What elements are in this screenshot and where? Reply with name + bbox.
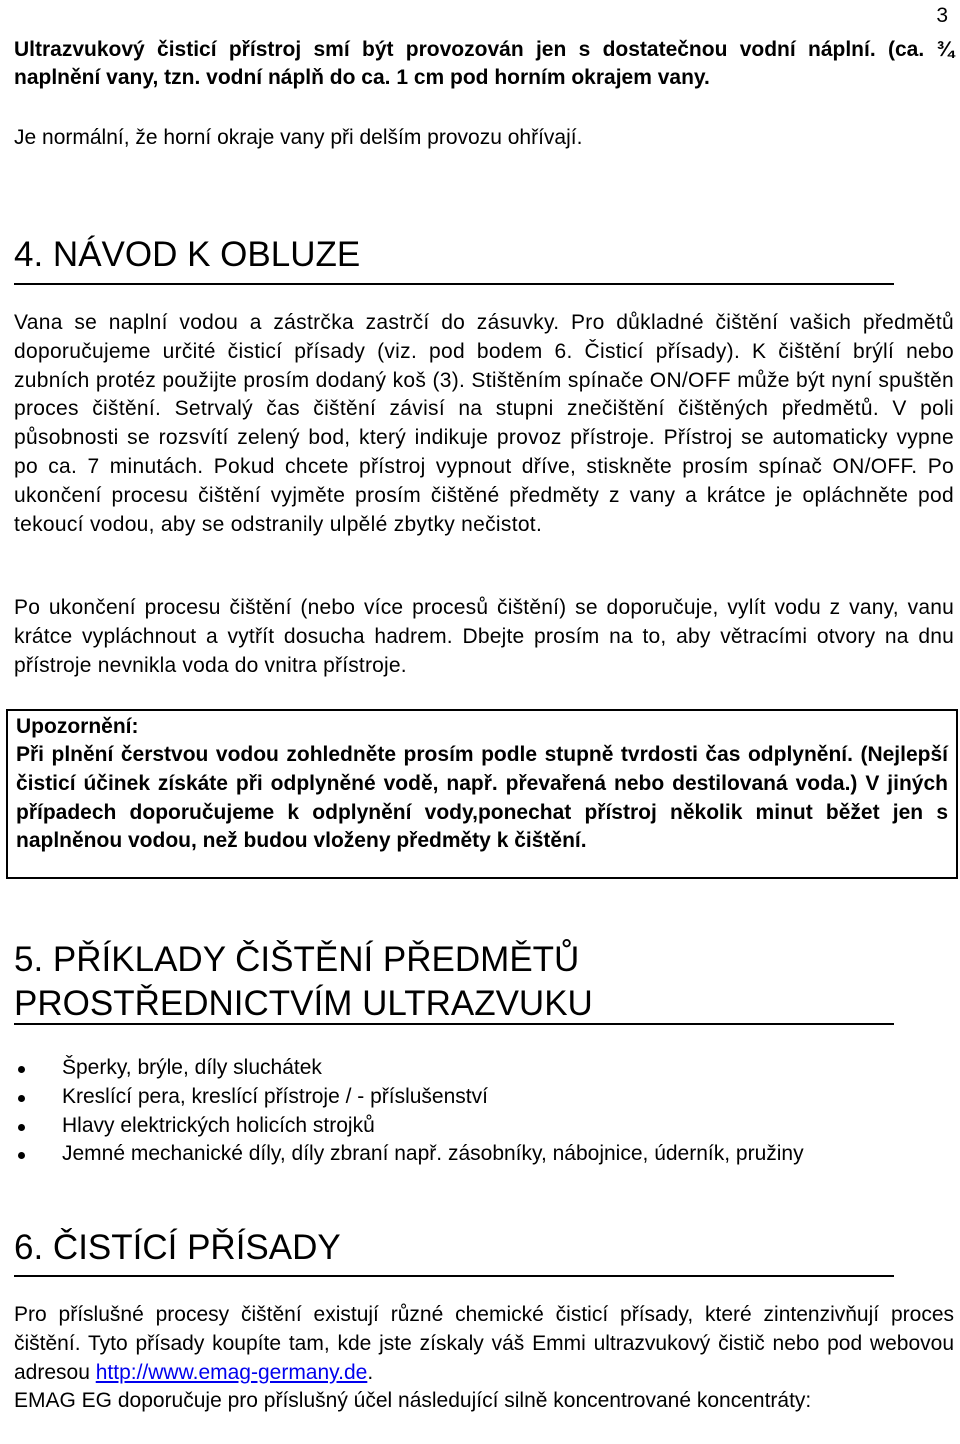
warning-title: Upozornění: bbox=[16, 715, 139, 738]
emag-website-link[interactable]: http://www.emag-germany.de bbox=[95, 1360, 368, 1384]
warning-text: Při plnění čerstvou vodou zohledněte prosím podle stupně tvrdosti čas odplynění. (Nejlepší čisticí účinek získáte při odplyněné vodě, např. převařená nebo destilovaná voda.) V jiných případech doporučujeme k odplynění vody,ponechat přístroj několik minut běžet jen s naplněnou vodou, než budou vloženy předměty k čištění. bbox=[16, 743, 948, 853]
section-6-heading: 6. ČISTÍCÍ PŘÍSADY bbox=[14, 1228, 341, 1267]
section-5-divider bbox=[14, 1023, 894, 1025]
section-6-body bbox=[14, 1301, 954, 1416]
section-6-divider bbox=[14, 1275, 894, 1277]
bullet-icon bbox=[18, 1152, 25, 1159]
cleaning-items-list bbox=[14, 1054, 804, 1169]
section-4-heading: 4. NÁVOD K OBLUZE bbox=[14, 235, 361, 274]
intro-warning-text: Ultrazvukový čisticí přístroj smí být provozován jen s dostatečnou vodní náplní. (ca. ¾ naplnění vany, tzn. vodní náplň do ca. 1 cm pod horním okrajem vany. bbox=[14, 38, 954, 89]
bullet-icon bbox=[18, 1066, 25, 1073]
page-number: 3 bbox=[936, 4, 948, 27]
warning-box bbox=[6, 709, 958, 879]
list-item: Hlavy elektrických holicích strojků bbox=[14, 1112, 804, 1141]
intro-note-text: Je normální, že horní okraje vany při delším provozu ohřívají. bbox=[14, 126, 583, 149]
list-item: Jemné mechanické díly, díly zbraní např. zásobníky, nábojnice, úderník, pružiny bbox=[14, 1140, 804, 1169]
list-item: Kreslící pera, kreslící přístroje / - příslušenství bbox=[14, 1083, 804, 1112]
bullet-icon bbox=[18, 1095, 25, 1102]
section-4-divider bbox=[14, 283, 894, 285]
section-4-paragraph-2: Po ukončení procesu čištění (nebo více procesů čištění) se doporučuje, vylít vodu z vany, vanu krátce vypláchnout a vytřít dosucha hadrem. Dbejte prosím na to, aby větracími otvory na dnu přístroje nevnikla voda do vnitra přístroje. bbox=[14, 596, 954, 677]
section-5-heading-line-2: PROSTŘEDNICTVÍM ULTRAZVUKU bbox=[14, 984, 593, 1023]
list-item: Šperky, brýle, díly sluchátek bbox=[14, 1054, 804, 1083]
section-5-heading bbox=[14, 938, 593, 1026]
section-5-heading-line-1: 5. PŘÍKLADY ČIŠTĚNÍ PŘEDMĚTŮ bbox=[14, 940, 580, 979]
section-4-paragraph-1: Vana se naplní vodou a zástrčka zastrčí do zásuvky. Pro důkladné čištění vašich předmětů doporučujeme určité čisticí přísady (viz. pod bodem 6. Čisticí přísady). K čištění brýlí nebo zubních protéz použijte prosím dodaný koš (3). Stištěním spínače ON/OFF může být nyní spuštěn proces čištění. Setrvalý čas čištění závisí na stupni znečištění čištěných předmětů. V poli působnosti se rozsvítí zelený bod, který indikuje provoz přístroje. Přístroj se automaticky vypne po ca. 7 minutách. Pokud chcete přístroj vypnout dříve, stiskněte prosím spínač ON/OFF. Po ukončení procesu čištění vyjměte prosím čištěné předměty z vany a krátce je opláchněte pod tekoucí vodou, aby se odstranily ulpělé zbytky nečistot. bbox=[14, 311, 954, 536]
bullet-icon bbox=[18, 1124, 25, 1131]
section-6-paragraph-1: Pro příslušné procesy čištění existují různé chemické čisticí přísady, které zintenzivňují proces čištění. Tyto přísady koupíte tam, kde jste získaly váš Emmi ultrazvukový čistič nebo pod webovou adresou http://www.emag-germany.de. bbox=[14, 1303, 954, 1384]
section-6-paragraph-2: EMAG EG doporučuje pro příslušný účel následující silně koncentrované koncentráty: bbox=[14, 1389, 812, 1413]
